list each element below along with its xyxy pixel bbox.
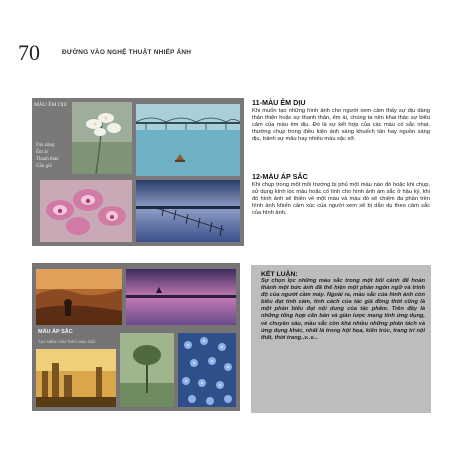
soft-color-photo-panel [32,98,244,246]
section-heading: 12-MÀU ÁP SẮC [252,172,308,181]
bridge-river-photo [136,104,240,176]
section-soft-color [252,98,430,143]
section-tinted-color [252,172,430,217]
warm-valley-photo [36,269,122,325]
conclusion-box [251,265,431,413]
conclusion-title: KẾT LUẬN: [261,271,298,278]
panel-label: MÀU ÁP SẮC [38,329,73,335]
pink-orchid-photo [40,180,132,242]
panel-label: MÀU ÊM DỊU [34,102,68,108]
section-body: Khi muốn tạo những hình ảnh cho người xem cảm thấy sự dịu dàng thân thiện hoặc sự thanh thản, êm ái, chúng ta nên khai thác sự biểu cảm của màu êm dịu. Đó là sự kết hợp của các màu có sắc nhạt, thường chụp trong điều kiện ánh sáng khuếch tán hay nguồn sáng dịu, tránh sự mâu hay nhiều màu sặc sỡ. [252,108,430,142]
section-body: Khi chụp trong một môi trường bị phủ một màu nào đó hoặc khi chụp, sử dụng kính lọc màu hoặc cố tình cho hình ảnh ám sắc ở hậu kỳ, khi đó hình ảnh sẽ thiên về một màu và màu đó sẽ chiếm đa phần trên hình ảnh khiến cảm xúc của người xem sẽ bị dẫn dụ theo cảm sắc của hình ảnh. [252,182,430,216]
white-orchid-photo [72,102,132,174]
page-number: 70 [18,40,40,65]
section-heading: 11-MÀU ÊM DỊU [252,98,306,107]
purple-seascape-photo [126,269,236,325]
golden-city-photo [36,349,116,407]
panel-subtitle: TẠO NIỀM CẢM THEO MÀU SẮC [38,340,96,344]
book-title: ĐƯỜNG VÀO NGHỆ THUẬT NHIẾP ẢNH [62,49,192,56]
green-misty-tree-photo [120,333,174,407]
tinted-color-photo-panel [32,263,240,411]
panel-subtitle: Dịu dàng Êm ái Thanh thản Gần gũi [36,143,59,169]
blue-flowers-photo [178,333,236,407]
lake-fence-photo [136,180,240,242]
conclusion-body: Sự chọn lọc những màu sắc trong một bối cảnh để hoàn thành một bức ảnh đã thể hiện một phần ngôn ngữ và trình độ của người cầm máy. Ngoài ra, mầu sắc của hình ảnh còn biểu đạt tính cảm, tính cách của tác giả đồng thời cũng là một phần biểu đạt nội dung của tác phẩm. Trên đây là những tổng hợp căn bản và giản lược mang tính ứng dụng, về chuyên sâu, mầu sắc còn khá nhiều những phân tách và ứng dụng khác, nhất là trong hội họa, kiến trúc, trang trí nội thất, thời trang..v..v... [261,278,425,341]
